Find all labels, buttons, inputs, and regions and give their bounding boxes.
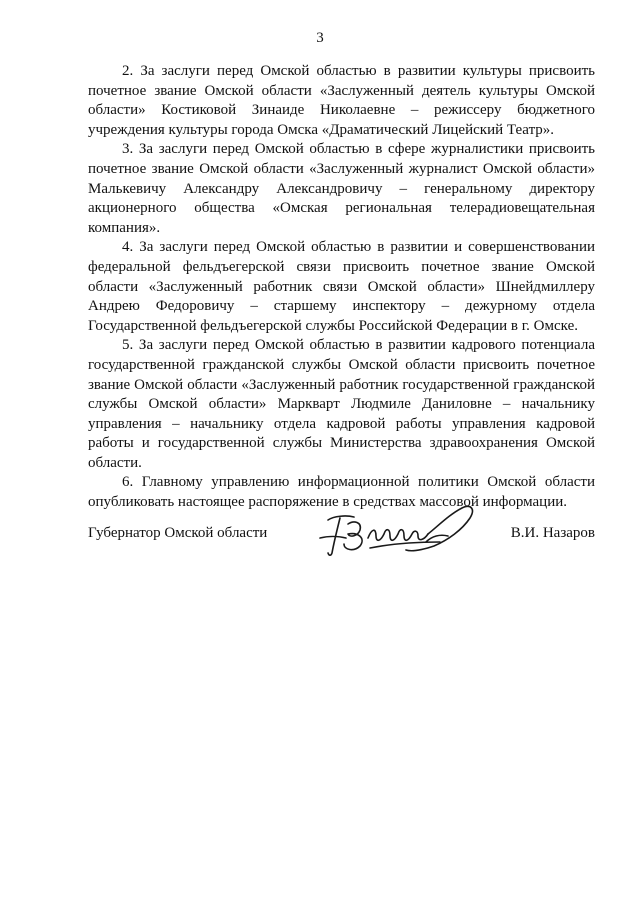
paragraph-item-2: 2. За заслуги перед Омской областью в развитии культуры присвоить почетное звание Омской области «Заслуженный деятель культуры Омской области» Костиковой Зинаиде Николаевне – режиссеру бюджетного учреждения культуры города Омска «Драматический Лицейский Театр».	[88, 63, 595, 138]
signatory-name: В.И. Назаров	[510, 525, 595, 541]
signature-block	[88, 510, 595, 570]
document-body	[88, 62, 595, 513]
paragraph-item-6: 6. Главному управлению информационной политики Омской области опубликовать настоящее распоряжение в средствах массовой информации.	[88, 474, 595, 511]
handwritten-signature	[310, 498, 490, 568]
paragraph-item-5: 5. За заслуги перед Омской областью в развитии кадрового потенциала государственной гражданской службы Омской области присвоить почетное звание Омской области «Заслуженный работник государственной гражданской службы Омской области» Маркварт Людмиле Даниловне – начальнику управления – начальнику отдела кадровой работы управления кадровой работы и государственной службы Министерства здравоохранения Омской области.	[88, 337, 595, 471]
signatory-position: Губернатор Омской области	[88, 525, 268, 541]
page-number: 3	[316, 30, 324, 46]
paragraph-item-4: 4. За заслуги перед Омской областью в развитии и совершенствовании федеральной фельдъегерской связи присвоить почетное звание Омской области «Заслуженный работник связи Омской области» Шнейдмиллеру Андрею Федоровичу – старшему инспектору – дежурному отдела Государственной фельдъегерской службы Российской Федерации в г. Омске.	[88, 239, 595, 334]
paragraph-item-3: 3. За заслуги перед Омской областью в сфере журналистики присвоить почетное звание Омской области «Заслуженный журналист Омской области» Малькевичу Александру Александровичу – генеральному директору акционерного общества «Омская региональная телерадиовещательная компания».	[88, 141, 595, 236]
